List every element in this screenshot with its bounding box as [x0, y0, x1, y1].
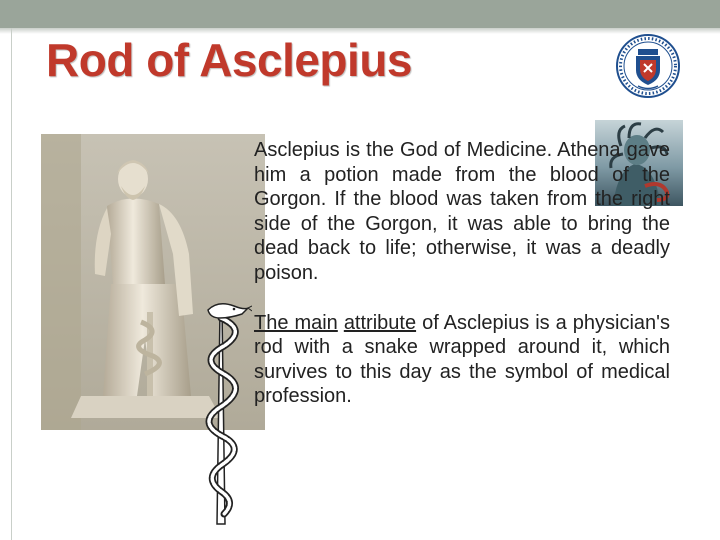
slide-title: Rod of Asclepius	[46, 34, 412, 86]
paragraph-attribute-rest: of Asclepius is a physician's rod with a snake wrapped around it, which survives to this day as the symbol of medical profession.	[254, 311, 670, 408]
body-text	[254, 138, 670, 409]
paragraph-potion: Asclepius is the God of Medicine. Athena gave him a potion made from the blood of the Gorgon. If the blood was taken from the right side of the Gorgon, it was able to bring the dead back to life; otherwise, it was a deadly poison.	[254, 139, 670, 284]
rod-of-asclepius-icon	[190, 296, 252, 528]
university-seal-icon	[616, 34, 680, 98]
underlined-text-the-main: The main	[254, 311, 338, 334]
paragraph-attribute	[254, 311, 670, 409]
top-bar	[0, 0, 720, 28]
underlined-text-attribute: attribute	[343, 311, 417, 334]
left-border-line	[11, 28, 12, 540]
